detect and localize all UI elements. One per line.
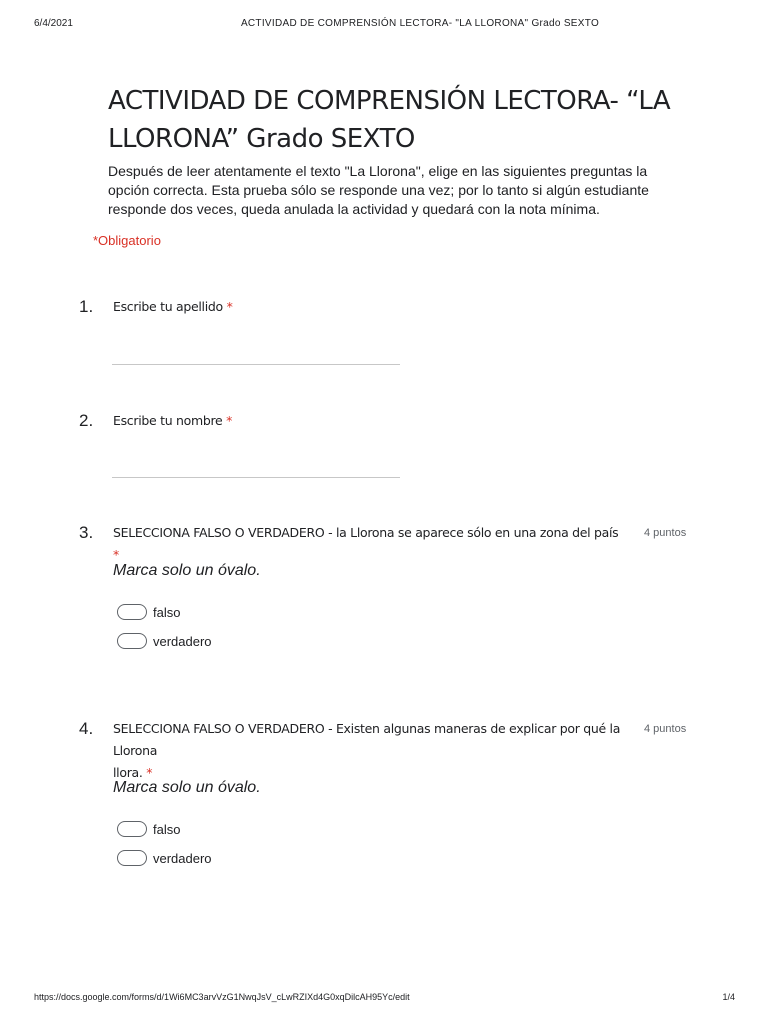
nombre-answer-field[interactable] [112, 477, 400, 478]
question-number: 1. [79, 297, 94, 316]
oval-radio[interactable] [117, 821, 147, 837]
required-star: * [226, 299, 233, 314]
question-hint: Marca solo un óvalo. [113, 562, 261, 579]
question-points: 4 puntos [644, 527, 687, 539]
question-points: 4 puntos [644, 723, 687, 735]
option-falso[interactable] [117, 603, 180, 621]
required-star: * [113, 547, 119, 562]
question-label: llora. [113, 765, 143, 780]
option-label: verdadero [153, 850, 212, 866]
option-verdadero[interactable] [117, 632, 212, 650]
question-label: SELECCIONA FALSO O VERDADERO - la Llorona se aparece sólo en una zona del país [113, 525, 619, 540]
question-label: Escribe tu apellido [113, 299, 223, 314]
required-note: *Obligatorio [93, 233, 161, 248]
print-footer-url: https://docs.google.com/forms/d/1Wi6MC3arvVzG1NwqJsV_cLwRZIXd4G0xqDilcAH95Yc/edit [34, 992, 410, 1002]
required-star: * [226, 413, 233, 428]
question-hint: Marca solo un óvalo. [113, 779, 261, 796]
print-page-number: 1/4 [722, 992, 735, 1002]
oval-radio[interactable] [117, 633, 147, 649]
question-text [113, 296, 628, 318]
question-number: 3. [79, 523, 94, 542]
question-number: 4. [79, 719, 94, 738]
option-label: falso [153, 821, 181, 837]
print-header-title: ACTIVIDAD DE COMPRENSIÓN LECTORA- "LA LLORONA" Grado SEXTO [240, 18, 600, 29]
print-date: 6/4/2021 [34, 18, 73, 29]
form-description: Después de leer atentamente el texto "La Llorona", elige en las siguientes preguntas la opción correcta. Esta prueba sólo se responde una vez; por lo tanto si algún estudiante responde dos veces, queda anulada la actividad y quedará con la nota mínima. [108, 163, 649, 217]
required-star: * [146, 765, 153, 780]
question-number: 2. [79, 411, 94, 430]
option-verdadero[interactable] [117, 849, 212, 867]
apellido-answer-field[interactable] [112, 364, 400, 365]
oval-radio[interactable] [117, 604, 147, 620]
option-label: falso [153, 604, 181, 620]
question-text [113, 410, 628, 432]
form-title [108, 82, 708, 158]
question-text [113, 718, 628, 784]
form-title-line-1: ACTIVIDAD DE COMPRENSIÓN LECTORA- “LA [108, 86, 671, 116]
question-label-line-1: SELECCIONA FALSO O VERDADERO - Existen algunas maneras de explicar por qué la Llorona [113, 721, 621, 758]
form-title-line-2: LLORONA” Grado SEXTO [108, 124, 415, 154]
oval-radio[interactable] [117, 850, 147, 866]
option-label: verdadero [153, 633, 212, 649]
question-text [113, 522, 628, 566]
option-falso[interactable] [117, 820, 180, 838]
question-label: Escribe tu nombre [113, 413, 223, 428]
